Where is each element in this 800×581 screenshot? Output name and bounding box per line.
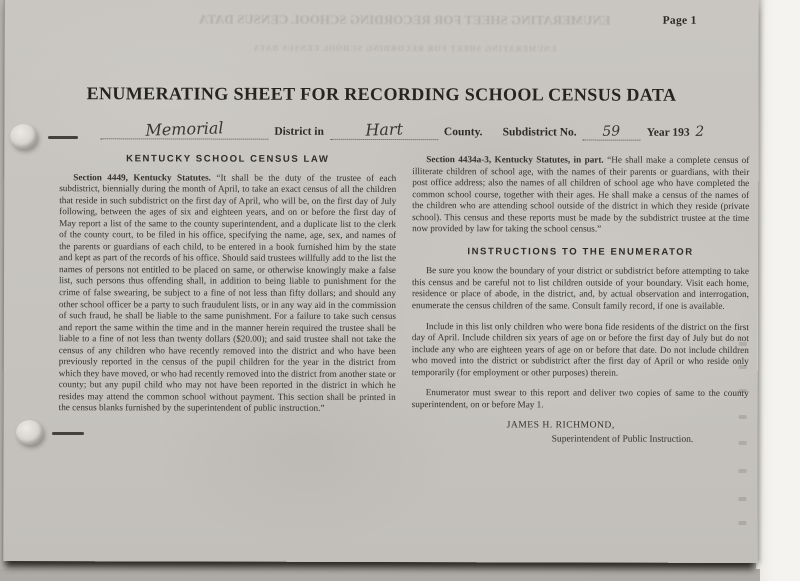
year-label: Year 193 (646, 126, 690, 139)
bleedthrough-line: ENUMERATING SHEET FOR RECORDING SCHOOL CENSUS DATA (252, 43, 557, 54)
punch-hole-top (10, 124, 37, 149)
county-field (330, 120, 438, 140)
bleedthrough-mark (739, 365, 747, 369)
fastener-mark-bottom (52, 432, 84, 435)
fastener-mark-top (48, 136, 78, 139)
signature-title: Superintendent of Public Instruction. (551, 433, 694, 445)
county-label: County. (443, 126, 483, 139)
right-column (412, 154, 750, 445)
bleedthrough-mark (738, 469, 746, 473)
illiterate-census-text: “He shall make a complete census of illiterate children of school age, with the names of their parents or guardians, with their post office address; also the names of all children of school age who have completed the common school course, together with their ages. He shall make a census of the names of the children who are attending school outside of the district in which they reside (private school). This census and these reports must be made by the subdistrict trustee at the time now provided by law for taking the school census.” (412, 154, 750, 234)
district-field (100, 119, 268, 139)
census-law-paragraph (59, 172, 397, 415)
punch-hole-bottom (16, 420, 43, 445)
document-title: ENUMERATING SHEET FOR RECORDING SCHOOL CENSUS DATA (86, 83, 677, 105)
bleedthrough-mark (739, 441, 747, 445)
bleedthrough-mark (738, 521, 746, 525)
document-page (2, 0, 758, 563)
subdistrict-label: Subdistrict No. (502, 126, 577, 139)
county-handwritten-value: Hart (364, 119, 403, 140)
signature-name: JAMES H. RICHMOND, (506, 419, 615, 432)
district-handwritten-value: Memorial (145, 118, 224, 140)
illiterate-census-paragraph (412, 154, 749, 236)
illiterate-census-lead-in: Section 4434a-3, Kentucky Statutes, in part. (426, 154, 604, 165)
subdistrict-field (583, 124, 641, 141)
district-label: District in (274, 125, 324, 138)
census-law-lead-in: Section 4449, Kentucky Statutes. (73, 171, 212, 183)
left-column (59, 153, 397, 444)
instructions-paragraph-3: Enumerator must swear to this report and deliver two copies of same to the county superintendent, on or before May 1. (411, 387, 749, 410)
scanner-background-bottom (0, 569, 760, 581)
bleedthrough-mark (739, 415, 747, 419)
page-number: Page 1 (662, 14, 697, 27)
two-column-body (59, 153, 750, 445)
instructions-heading: INSTRUCTIONS TO THE ENUMERATOR (467, 246, 694, 258)
bleedthrough-mark (739, 389, 747, 393)
left-column-heading: KENTUCKY SCHOOL CENSUS LAW (126, 153, 330, 165)
instructions-paragraph-1: Be sure you know the boundary of your district or subdistrict before attempting to take this census and be careful not to list children outside of your boundary. Visit each home, residence or place of abode, in the district, and, by actual observation and interrogation, enumerate the census children of the same. Consult family record, if one is available. (411, 265, 750, 311)
scanner-background (756, 0, 800, 581)
fill-in-line (100, 118, 705, 141)
census-law-text: “It shall be the duty of the trustee of each subdistrict, biennially during the month of April, to take an exact census of all the children that reside in such subdistrict on the first day of April, who will be, on the first day of July following, between the ages of six and eighteen years, and on or before the first day of May report a list of the same to the county superintendent, and a duplicate list to the clerk of the county court, to be filed in his office, specifying the name, age, sex, and names of the parents or guardians of each child, to be entered in a book furnished him by the state and kept as part of the records of his office. Should said trustees willfully add to the list the names of persons not entitled to be placed on same, or otherwise knowingly make a false list, such persons thus offending shall, in addition to being liable to punishment for the crime of false swearing, be subject to a fine of not less than fifty dollars; and should any other school officer be a party to such fraudulent lists, or in any way aid in the commission of such fraud, he shall be liable to the same punishment. For a failure to take such census and report the same within the time and in the manner herein required the trustee shall be liable to a fine of not less than twenty dollars ($20.00); and said trustee shall not take the census of any children who have recently removed into the district and who have been previously reported in the census of the pupil children for the year in the district from which they have moved, or who had recently removed into the district from another state or county; but any pupil child who may not have been reported in the district in which he resides may attend the common school without payment. This section shall be printed in the census blanks furnished by the superintendent of public instruction.” (58, 172, 397, 414)
bleedthrough-mark (738, 497, 746, 501)
bleedthrough-title: ENUMERATING SHEET FOR RECORDING SCHOOL CENSUS DATA (198, 11, 611, 28)
instructions-paragraph-2: Include in this list only children who were bona fide residents of the district on the first day of April. Include children six years of age on or before the first day of July but do not include any who are eighteen years of age on or before that date. Do not include children who moved into the district or subdistrict after the first day of April or who reside only temporarily (for employment or other purposes) therein. (411, 320, 749, 378)
bleedthrough-mark (739, 342, 747, 346)
year-handwritten-value: 2 (695, 123, 705, 140)
subdistrict-handwritten-value: 59 (602, 123, 621, 140)
